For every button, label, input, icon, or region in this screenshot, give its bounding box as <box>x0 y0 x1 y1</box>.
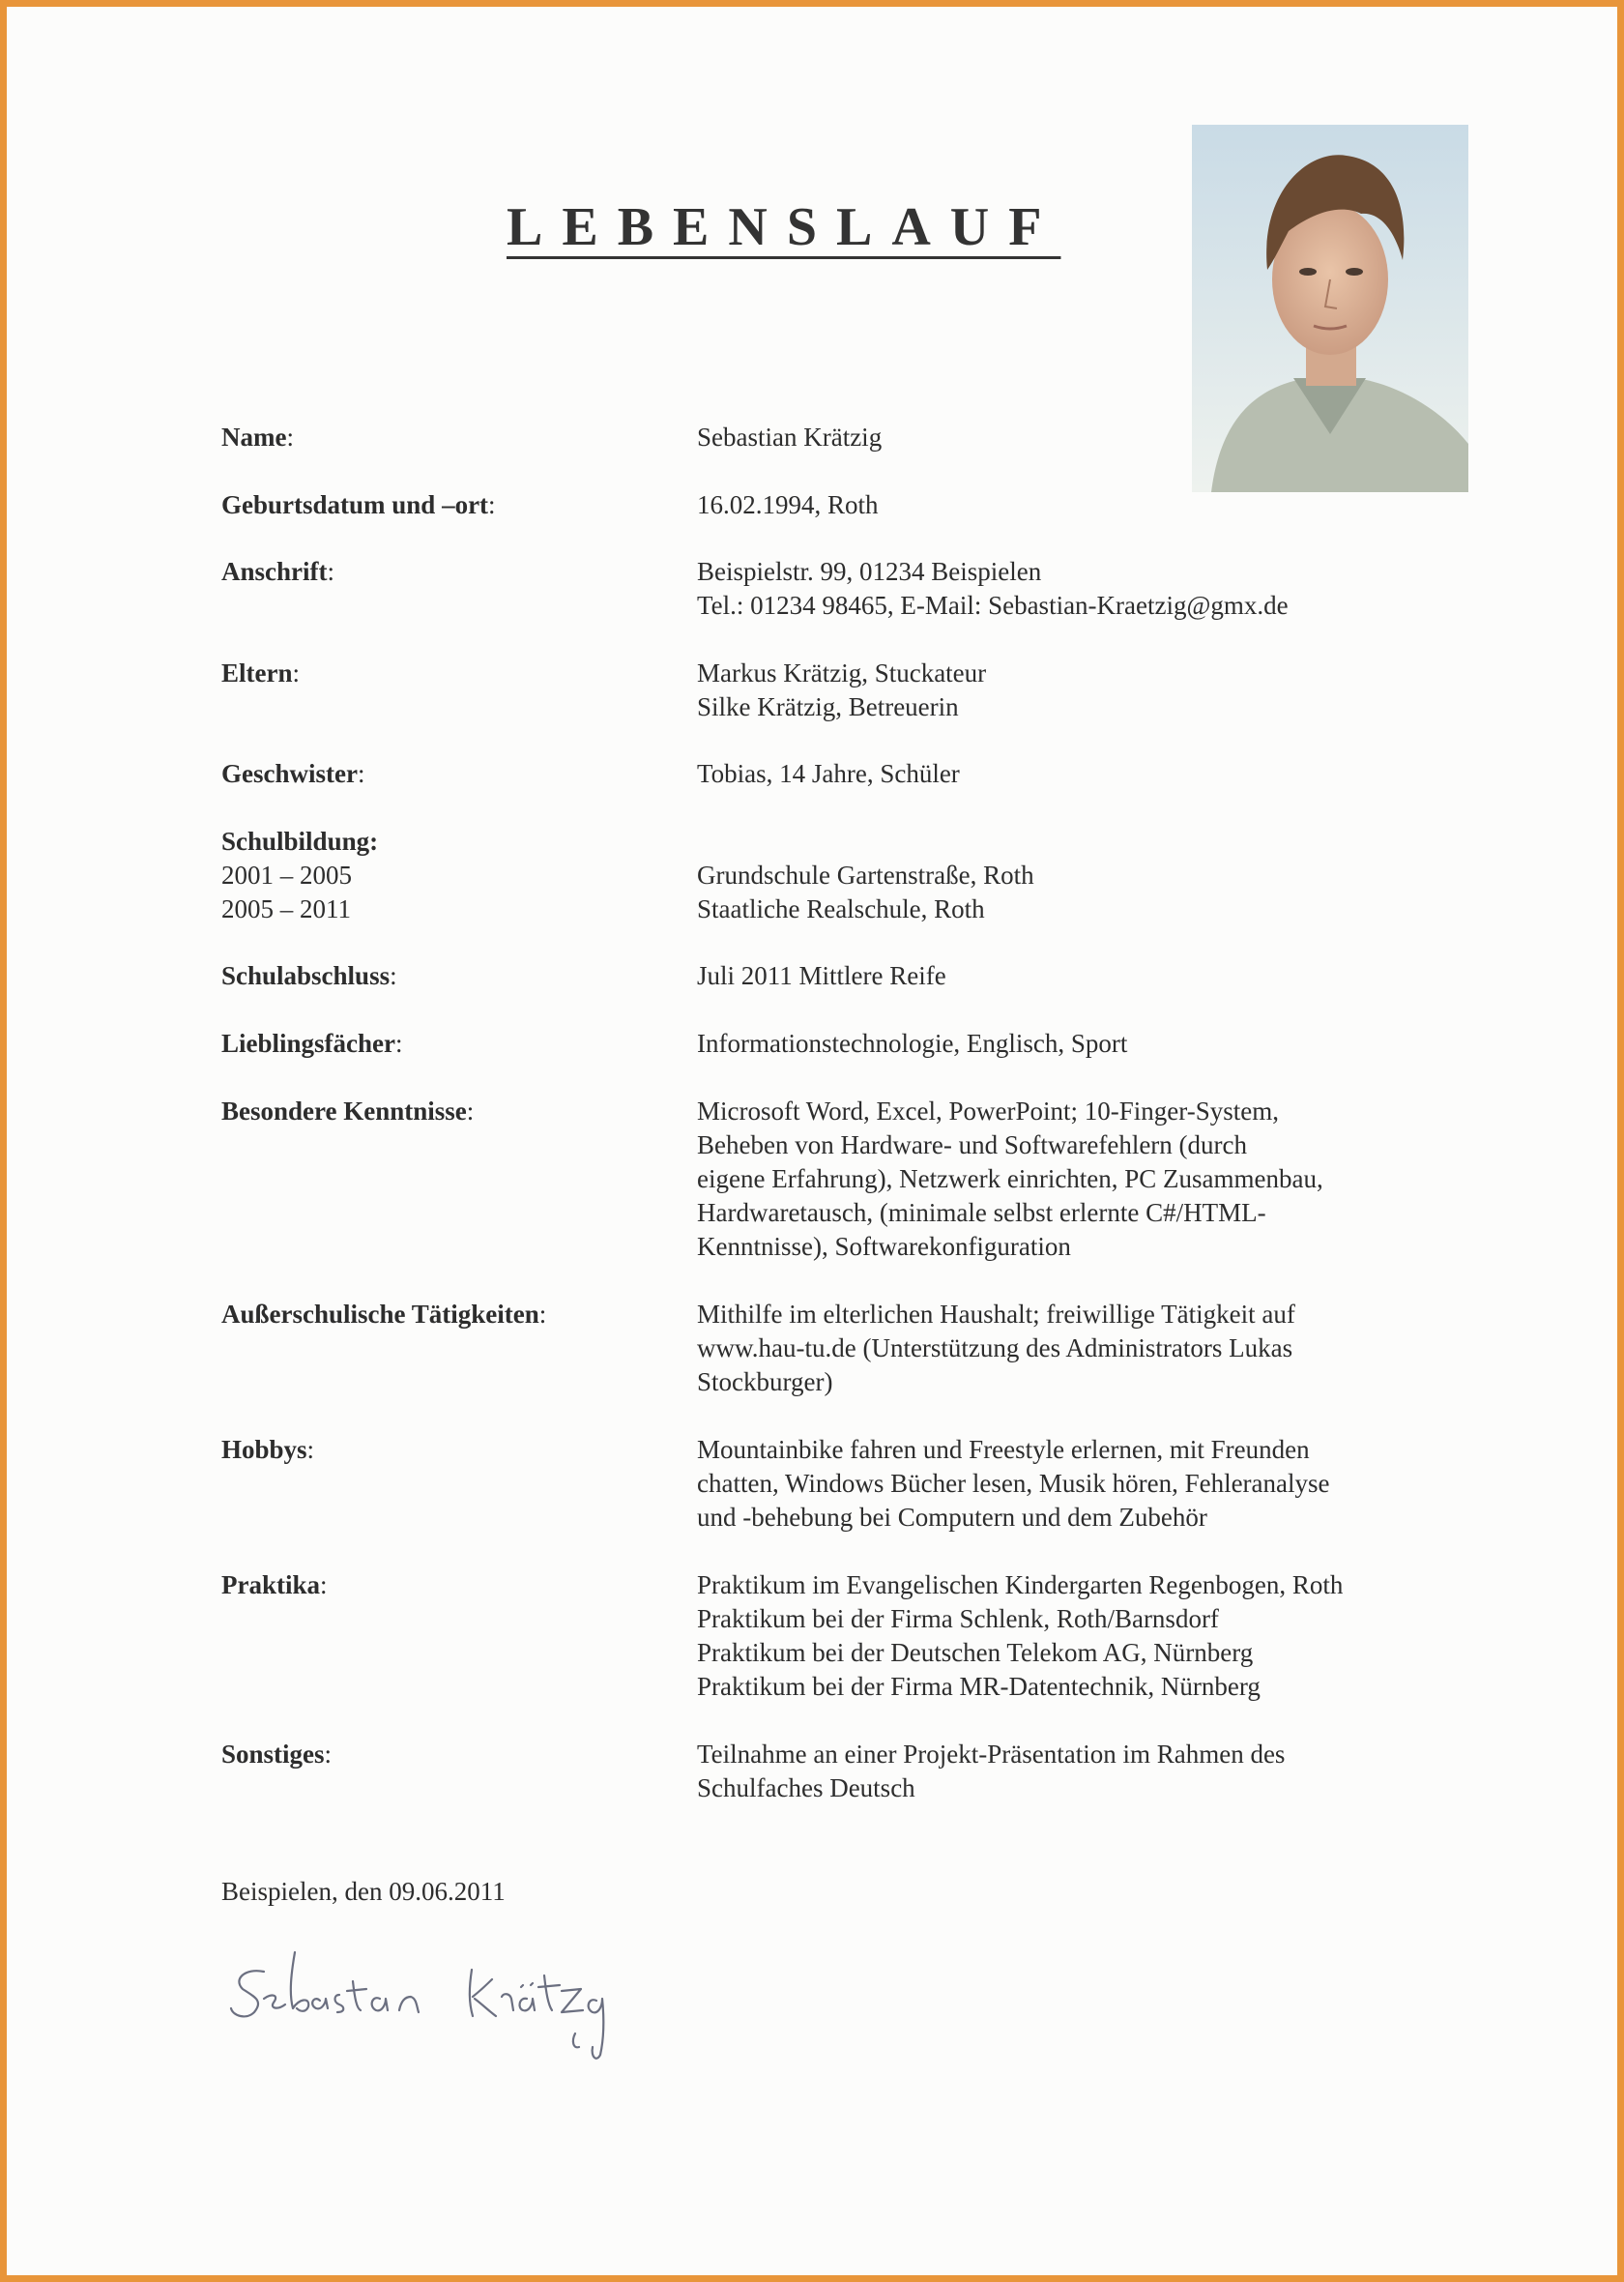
entry-label: Eltern <box>221 658 293 688</box>
entry-value: Beheben von Hardware- und Softwarefehlern (durch <box>697 1130 1248 1159</box>
entry-label: Praktika <box>221 1570 321 1599</box>
entry-value: Teilnahme an einer Projekt-Präsentation im Rahmen des <box>697 1740 1286 1769</box>
school-period: 2001 – 2005 <box>221 861 352 890</box>
entry-value: Beispielstr. 99, 01234 Beispielen <box>697 557 1042 586</box>
entry-value: Grundschule Gartenstraße, Roth <box>697 861 1034 890</box>
entry-label: Geburtsdatum und –ort <box>221 490 489 519</box>
entry-value: Silke Krätzig, Betreuerin <box>697 692 959 721</box>
entry-value: Informationstechnologie, Englisch, Sport <box>697 1029 1128 1058</box>
entry-value: Praktikum bei der Deutschen Telekom AG, Nürnberg <box>697 1638 1254 1667</box>
entry-label: Hobbys <box>221 1435 307 1464</box>
entry-value: 16.02.1994, Roth <box>697 490 879 519</box>
entry-value: eigene Erfahrung), Netzwerk einrichten, PC Zusammenbau, <box>697 1164 1323 1193</box>
school-period: 2005 – 2011 <box>221 894 351 923</box>
entry-label: Geschwister <box>221 759 358 788</box>
entry-label: Schulabschluss <box>221 961 391 990</box>
entry-label: Sonstiges <box>221 1740 325 1769</box>
entry-label: Außerschulische Tätigkeiten <box>221 1300 539 1329</box>
entry-value: Praktikum im Evangelischen Kindergarten Regenbogen, Roth <box>697 1570 1344 1599</box>
entry-value: Juli 2011 Mittlere Reife <box>697 961 946 990</box>
entry-value: und -behebung bei Computern und dem Zubehör <box>697 1503 1207 1532</box>
entry-value: Schulfaches Deutsch <box>697 1773 915 1802</box>
entry-value: chatten, Windows Bücher lesen, Musik hören, Fehleranalyse <box>697 1469 1330 1498</box>
entry-value: Tel.: 01234 98465, E-Mail: Sebastian-Kraetzig@gmx.de <box>697 591 1289 620</box>
entry-value: Praktikum bei der Firma MR-Datentechnik, Nürnberg <box>697 1672 1261 1701</box>
signature <box>225 1941 651 2066</box>
entry-label: Besondere Kenntnisse <box>221 1097 467 1126</box>
entry-value: Staatliche Realschule, Roth <box>697 894 985 923</box>
entry-value: Microsoft Word, Excel, PowerPoint; 10-Finger-System, <box>697 1097 1279 1126</box>
entry-value: Stockburger) <box>697 1367 833 1396</box>
page-frame: LEBENSLAUF Name: Sebastian Krätzig Geburtsdatum und –ort: 16.02.1994, Roth Anschrift: Beispielstr. 99, 01234 Beispielen Tel.: 01234 98465, E-Mail: Sebastian-Kraetzig@gmx.de Eltern: Markus Krätzig, Stuckateur Silke Krätzig, Betreuerin Geschwister: Tobias, 14 Jahre, Schüler Schulbildung: 2001 – 2005 2005 – 2011 Grundschule Gartenstraße, Roth Staatliche Realschule, Roth Schulabschluss: Juli 2011 Mittlere Reife Lieblingsfächer: Informationstechnologie, Englisch, Sport Besondere Kenntnisse: Microsoft Word, Excel, PowerPoint; 10-Finger-System, Beheben von Hardware- und Softwarefehlern (durch eigene Erfahrung), Netzwerk einrichten, PC Zusammenbau, Hardwaretausch, (minimale selbst erlernte C#/HTML- Kenntnisse), Softwarekonfiguration Außerschulische Tätigkeiten: Mithilfe im elterlichen Haushalt; freiwillige Tätigkeit auf www.hau-tu.de (Unterstützung des Administrators Lukas Stockburger) Hobbys: Mountainbike fahren und Freestyle erlernen, mit Freunden chatten, Windows Bücher lesen, Musik hören, Fehleranalyse und -behebung bei Computern und dem Zubehör Praktika: Praktikum im Evangelischen Kindergarten Regenbogen, Roth Praktikum bei der Firma Schlenk, Roth/Barnsdorf Praktikum bei der Deutschen Telekom AG, Nürnberg Praktikum bei der Firma MR-Datentechnik, Nürnberg Sonstiges: Teilnahme an einer Projekt-Präsentation im Rahmen des Schulfaches Deutsch Beispielen, den 09.06.2011 <box>0 0 1624 2282</box>
entry-label: Schulbildung <box>221 827 370 856</box>
entry-value: Hardwaretausch, (minimale selbst erlernte C#/HTML- <box>697 1198 1266 1227</box>
entry-value: Markus Krätzig, Stuckateur <box>697 658 987 688</box>
entry-value: Tobias, 14 Jahre, Schüler <box>697 759 960 788</box>
entry-value: Mithilfe im elterlichen Haushalt; freiwillige Tätigkeit auf <box>697 1300 1295 1329</box>
entry-value: Mountainbike fahren und Freestyle erlernen, mit Freunden <box>697 1435 1310 1464</box>
place-date: Beispielen, den 09.06.2011 <box>221 1877 506 1906</box>
entry-value: Sebastian Krätzig <box>697 423 883 452</box>
page-title: LEBENSLAUF <box>507 197 1061 257</box>
entry-label: Anschrift <box>221 557 328 586</box>
entry-value: www.hau-tu.de (Unterstützung des Administrators Lukas <box>697 1333 1293 1362</box>
entry-value: Kenntnisse), Softwarekonfiguration <box>697 1232 1071 1261</box>
entry-label: Lieblingsfächer <box>221 1029 395 1058</box>
entry-label: Name <box>221 423 287 452</box>
entry-value: Praktikum bei der Firma Schlenk, Roth/Barnsdorf <box>697 1604 1219 1633</box>
